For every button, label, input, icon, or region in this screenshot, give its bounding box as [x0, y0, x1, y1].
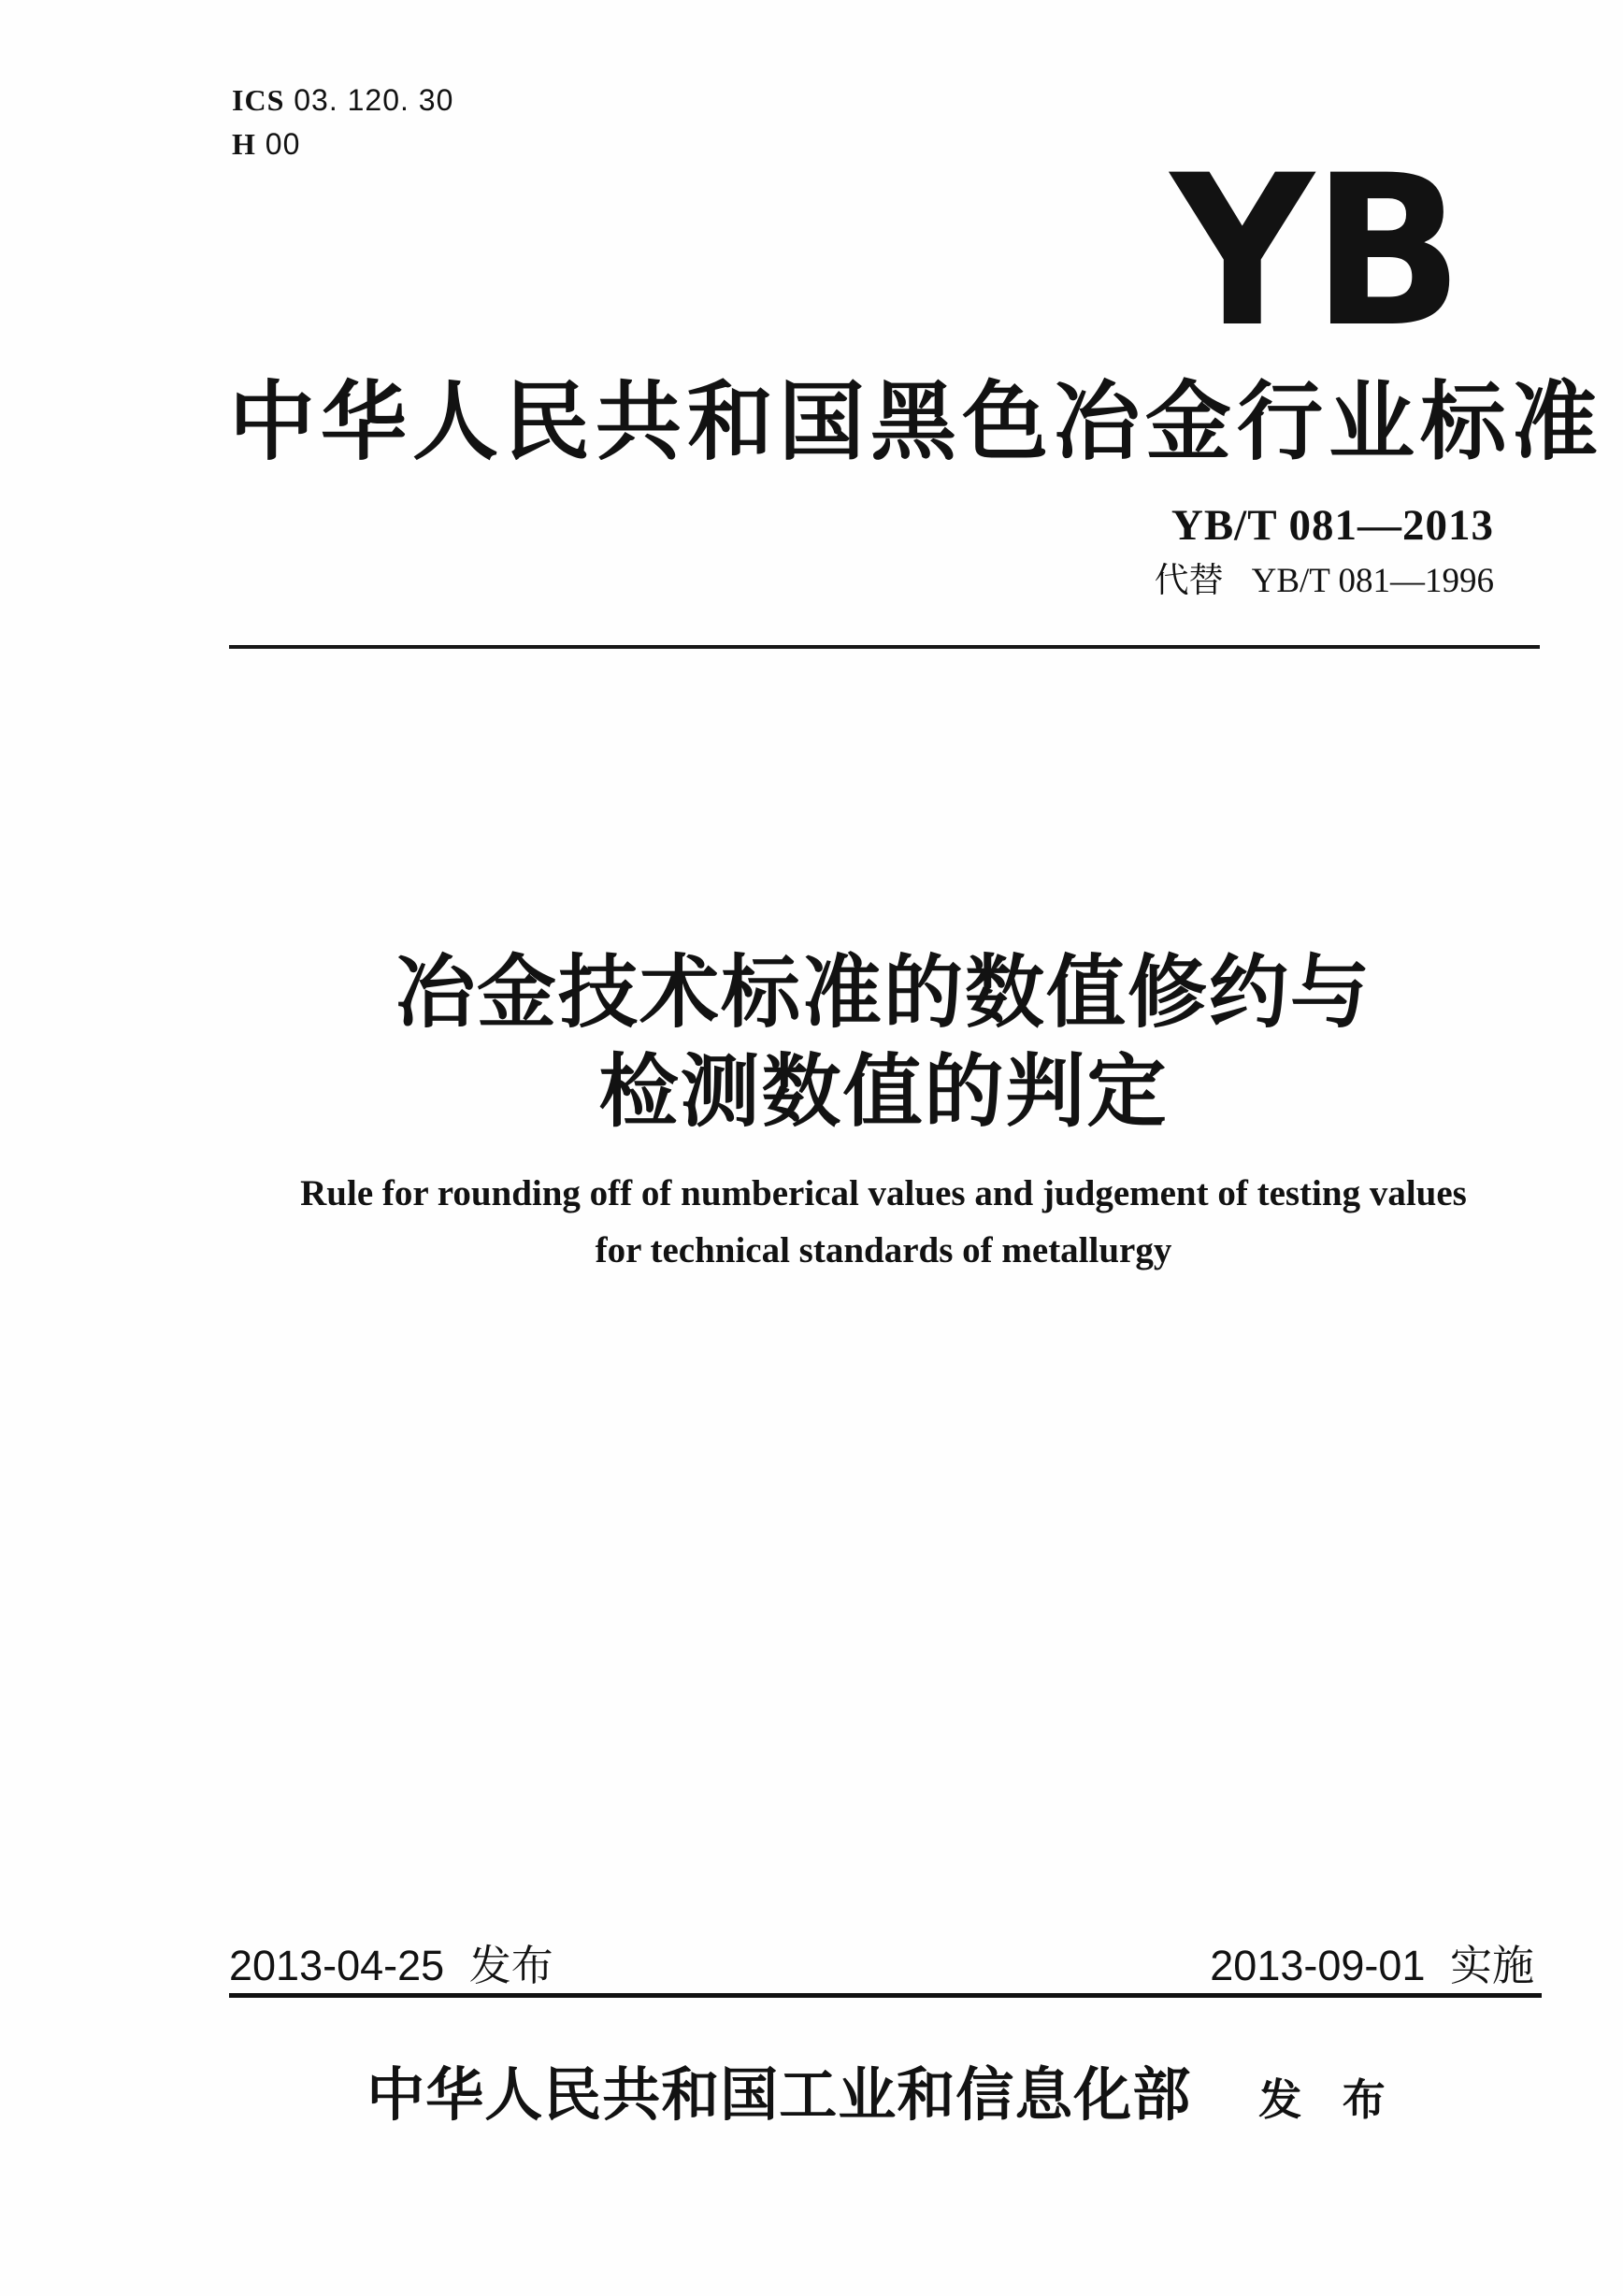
document-title-chinese: [229, 944, 1538, 1142]
class-label: H: [232, 127, 256, 161]
document-title-english-line2: for technical standards of metallurgy: [595, 1230, 1172, 1270]
top-divider-line: [229, 645, 1540, 649]
standard-number-block: [1155, 501, 1494, 602]
publish-label: 发 布: [1258, 2076, 1400, 2124]
ics-code: 03. 120. 30: [294, 83, 454, 117]
document-title-line1: 冶金技术标准的数值修约与: [395, 949, 1372, 1038]
replaces-label: 代替: [1154, 562, 1224, 600]
ics-label: ICS: [232, 83, 285, 117]
standard-type-title: 中华人民共和国黑色冶金行业标准: [229, 375, 1604, 470]
bottom-divider-line: [229, 1993, 1542, 1998]
yb-standard-logo: YB: [1171, 130, 1462, 373]
issue-date: 2013-04-25: [229, 1942, 445, 1989]
implementation-date-label: 实施: [1449, 1942, 1534, 1989]
dates-row: [229, 1943, 1534, 1989]
standard-number: YB/T 081—2013: [1171, 501, 1494, 550]
issue-date-group: [229, 1943, 553, 1989]
publisher-row: [229, 2062, 1538, 2130]
implementation-date: 2013-09-01: [1210, 1942, 1426, 1989]
document-title-english-line1: Rule for rounding off of numberical values and judgement of testing values: [300, 1173, 1467, 1213]
ics-classification-block: [232, 79, 453, 166]
replaced-standard-number: YB/T 081—1996: [1251, 562, 1494, 600]
publisher-name: 中华人民共和国工业和信息化部: [366, 2064, 1192, 2128]
ics-line: [232, 79, 453, 122]
implementation-date-group: [1210, 1943, 1534, 1989]
class-code: 00: [265, 127, 301, 161]
replaces-line: [1155, 561, 1494, 602]
classification-line: [232, 122, 453, 166]
issue-date-label: 发布: [468, 1942, 553, 1989]
document-title-english: [187, 1165, 1580, 1279]
document-title-line2: 检测数值的判定: [598, 1048, 1169, 1137]
